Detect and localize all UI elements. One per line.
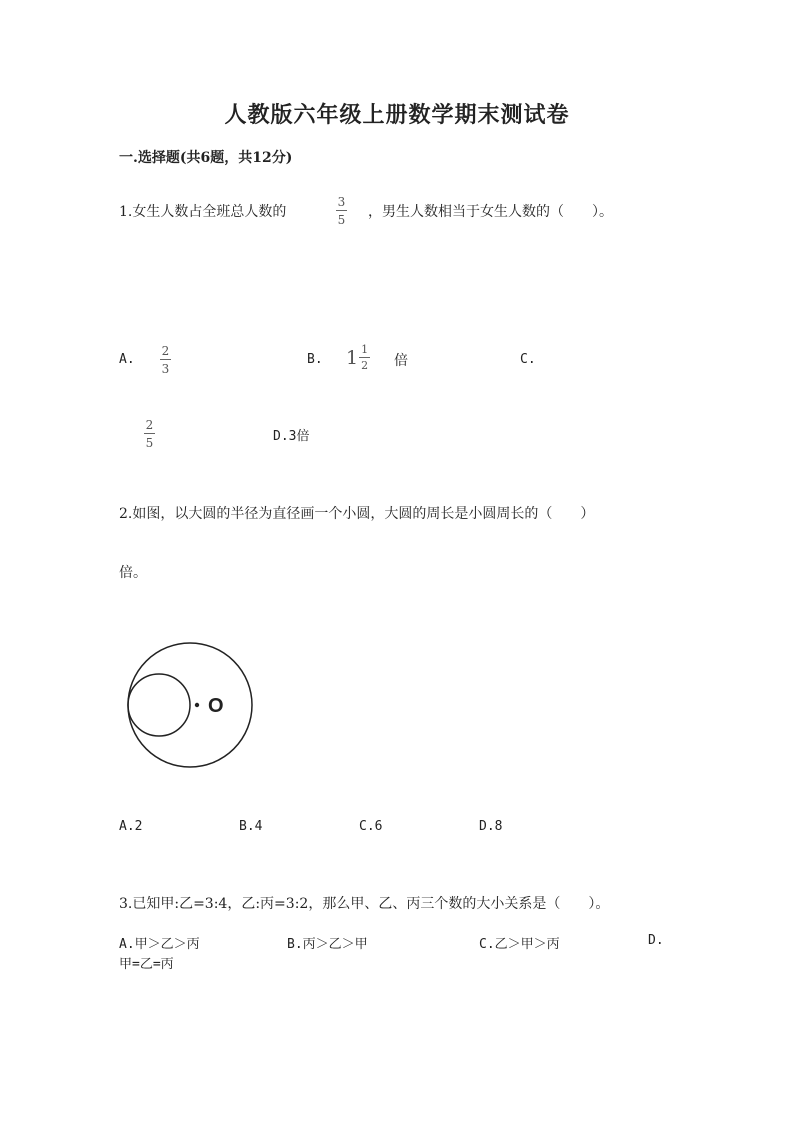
mixed-fraction bbox=[359, 344, 370, 372]
fraction-bar bbox=[359, 357, 370, 358]
center-label: O bbox=[208, 695, 224, 717]
fraction-bar bbox=[160, 359, 171, 360]
fraction-numerator: 2 bbox=[161, 344, 170, 358]
q1-option-a-label[interactable]: A. bbox=[119, 352, 135, 367]
q1-option-b-unit: 倍 bbox=[394, 353, 408, 369]
fraction-numerator: 3 bbox=[337, 195, 346, 209]
q1-text-before: 1.女生人数占全班总人数的 bbox=[119, 204, 287, 220]
q3-option-b[interactable]: B.丙＞乙＞甲 bbox=[287, 937, 368, 952]
q1-fraction bbox=[336, 195, 347, 227]
q1-option-d[interactable]: D.3倍 bbox=[273, 429, 310, 444]
q2-option-b[interactable]: B.4 bbox=[239, 819, 263, 834]
fraction-numerator: 1 bbox=[361, 343, 369, 356]
q2-option-c[interactable]: C.6 bbox=[359, 819, 383, 834]
q2-option-d[interactable]: D.8 bbox=[479, 819, 503, 834]
q1-text-after: ，男生人数相当于女生人数的（ ）。 bbox=[368, 204, 613, 220]
q3-text: 3.已知甲:乙=3:4，乙:丙=3:2，那么甲、乙、丙三个数的大小关系是（ ）。 bbox=[119, 896, 610, 912]
fraction-denominator: 5 bbox=[337, 213, 346, 227]
q1-option-b-mixed-number bbox=[346, 344, 370, 372]
center-point bbox=[195, 703, 199, 707]
section-heading: 一.选择题(共6题，共12分) bbox=[119, 150, 293, 166]
q1-option-c-label[interactable]: C. bbox=[520, 352, 536, 367]
fraction-denominator: 3 bbox=[161, 362, 170, 376]
fraction-bar bbox=[144, 433, 155, 434]
q1-option-c-fraction bbox=[144, 418, 155, 450]
q1-option-a-fraction bbox=[160, 344, 171, 376]
q1-option-b-label[interactable]: B. bbox=[307, 352, 323, 367]
page-title: 人教版六年级上册数学期末测试卷 bbox=[224, 102, 570, 128]
q2-option-a[interactable]: A.2 bbox=[119, 819, 143, 834]
q3-option-d-text[interactable]: 甲=乙=丙 bbox=[119, 957, 174, 972]
q2-circle-figure bbox=[120, 635, 280, 785]
fraction-bar bbox=[336, 210, 347, 211]
small-circle bbox=[128, 674, 190, 736]
q2-text-line2: 倍。 bbox=[119, 565, 147, 581]
q3-option-d-label[interactable]: D. bbox=[648, 933, 664, 948]
q3-option-a[interactable]: A.甲＞乙＞丙 bbox=[119, 937, 200, 952]
fraction-denominator: 5 bbox=[145, 436, 154, 450]
fraction-denominator: 2 bbox=[361, 359, 369, 372]
q2-text-line1: 2.如图，以大圆的半径为直径画一个小圆，大圆的周长是小圆周长的（ ） bbox=[119, 506, 595, 522]
mixed-whole: 1 bbox=[346, 347, 359, 369]
fraction-numerator: 2 bbox=[145, 418, 154, 432]
q3-option-c[interactable]: C.乙＞甲＞丙 bbox=[479, 937, 560, 952]
